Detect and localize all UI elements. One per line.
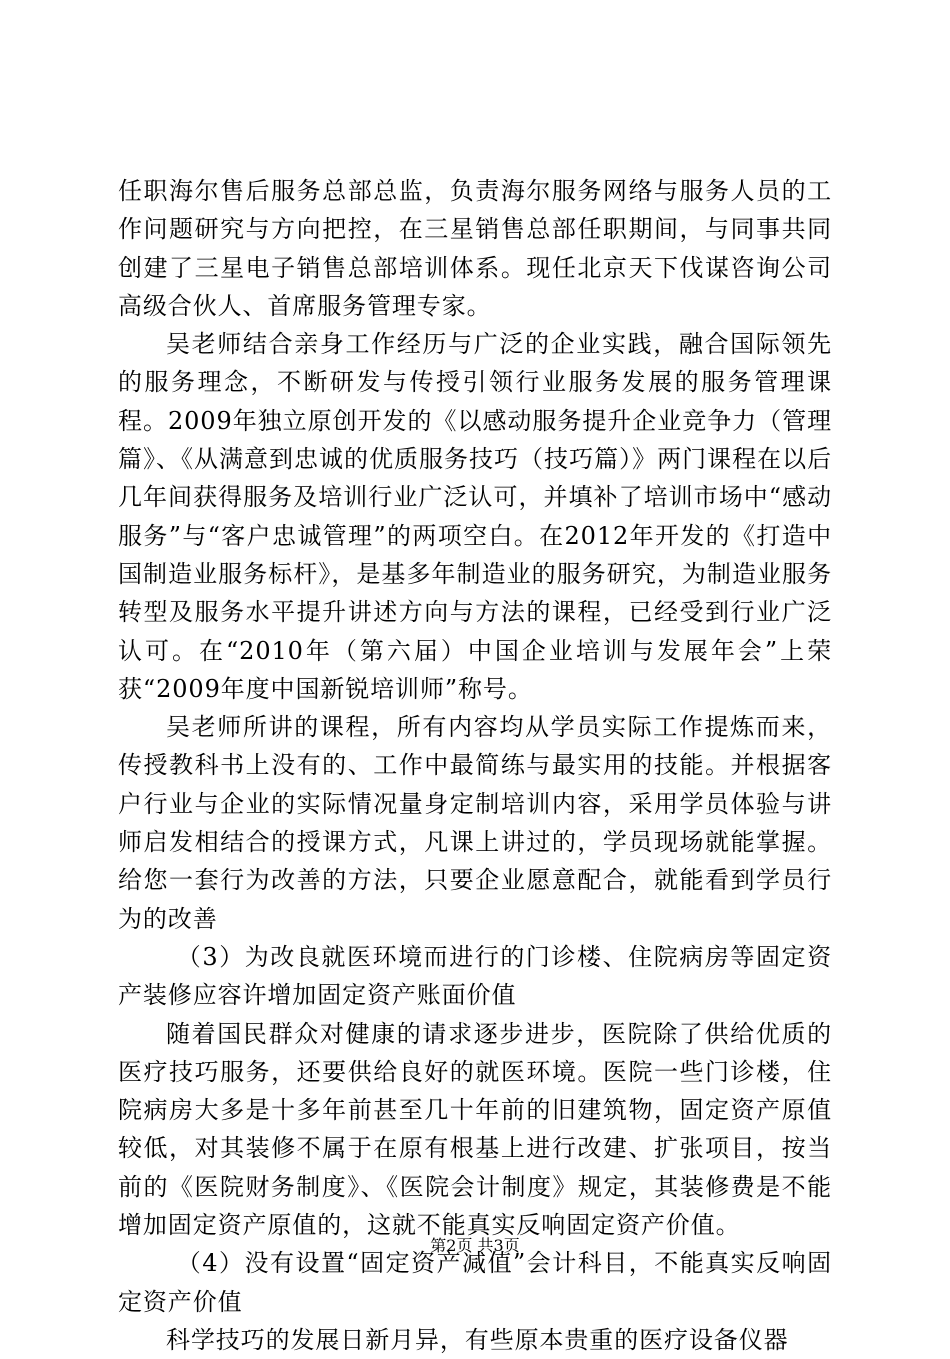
page-number-label: 第2页 共3页 — [430, 1236, 520, 1255]
page-footer — [0, 1236, 950, 1256]
paragraph-5: 随着国民群众对健康的请求逐步进步，医院除了供给优质的医疗技巧服务，还要供给良好的就医环境。医院一些门诊楼，住院病房大多是十多年前甚至几十年前的旧建筑物，固定资产原值较低，对其装修不属于在原有根基上进行改建、扩张项目，按当前的《医院财务制度》、《医院会计制度》规定，其装修费是不能增加固定资产原值的，这就不能真实反响固定资产价值。 — [118, 1019, 832, 1240]
paragraph-2: 吴老师结合亲身工作经历与广泛的企业实践，融合国际领先的服务理念，不断研发与传授引领行业服务发展的服务管理课程。2009年独立原创开发的《以感动服务提升企业竞争力（管理篇》、《从满意到忠诚的优质服务技巧（技巧篇）》两门课程在以后几年间获得服务及培训行业广泛认可，并填补了培训市场中“感动服务”与“客户忠诚管理”的两项空白。在2012年开发的《打造中国制造业服务标杆》，是基多年制造业的服务研究，为制造业服务转型及服务水平提升讲述方向与方法的课程，已经受到行业广泛认可。在“2010年（第六届）中国企业培训与发展年会”上荣获“2009年度中国新锐培训师”称号。 — [118, 330, 832, 703]
section-heading-4: （4）没有设置“固定资产减值”会计科目，不能真实反响固定资产价值 — [118, 1249, 832, 1316]
paragraph-3: 吴老师所讲的课程，所有内容均从学员实际工作提炼而来，传授教科书上没有的、工作中最简练与最实用的技能。并根据客户行业与企业的实际情况量身定制培训内容，采用学员体验与讲师启发相结合的授课方式，凡课上讲过的，学员现场就能掌握。给您一套行为改善的方法，只要企业愿意配合，就能看到学员行为的改善 — [118, 713, 832, 933]
document-body — [118, 172, 832, 1359]
paragraph-7: 科学技巧的发展日新月异，有些原本贵重的医疗设备仪器 — [166, 1325, 789, 1354]
section-heading-3: （3）为改良就医环境而进行的门诊楼、住院病房等固定资产装修应容许增加固定资产账面价值 — [118, 942, 832, 1010]
paragraph-1: 任职海尔售后服务总部总监，负责海尔服务网络与服务人员的工作问题研究与方向把控，在三星销售总部任职期间，与同事共同创建了三星电子销售总部培训体系。现任北京天下伐谋咨询公司高级合伙人、首席服务管理专家。 — [118, 177, 832, 320]
